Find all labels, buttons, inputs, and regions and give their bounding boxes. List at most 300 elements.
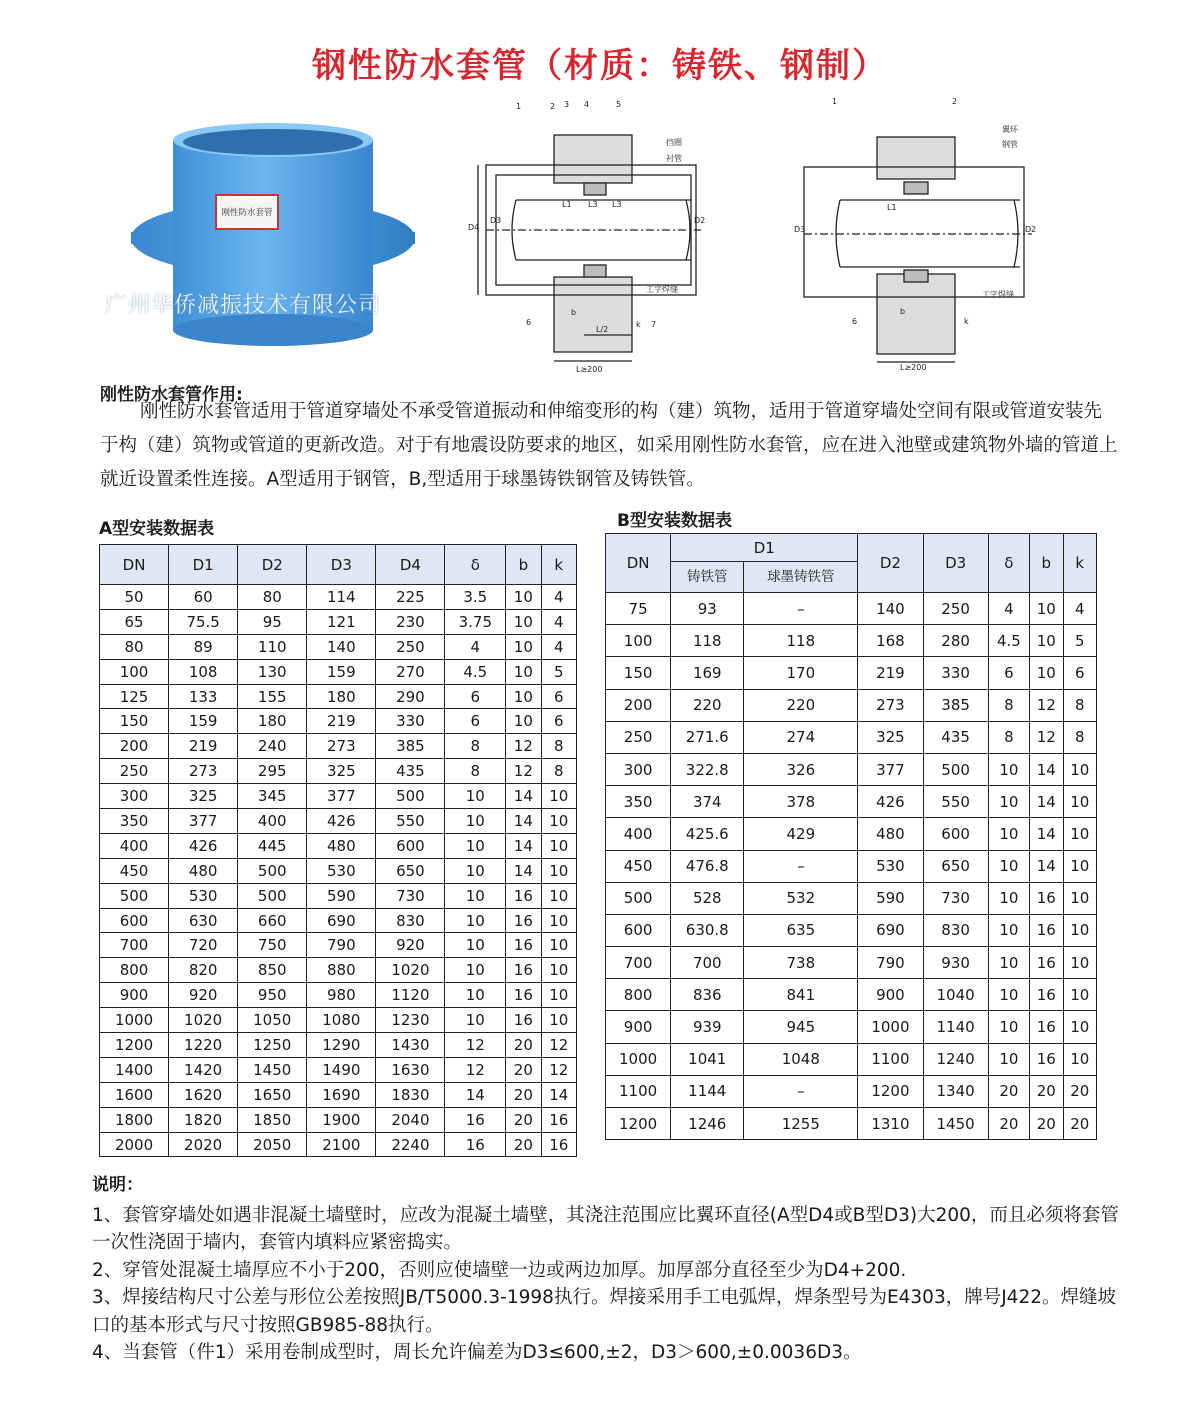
- table-cell: 1450: [923, 1108, 988, 1140]
- drawing-b-label: L≥200: [900, 363, 927, 372]
- table-cell: 20: [506, 1107, 541, 1132]
- drawing-a-label: L≥200: [576, 365, 603, 374]
- table-cell: 10: [445, 833, 506, 858]
- table-cell: 325: [307, 759, 376, 784]
- table-cell: 530: [169, 883, 238, 908]
- intro-text: 刚性防水套管适用于管道穿墙处不承受管道振动和伸缩变形的构（建）筑物，适用于管道穿墙处空间有限或管道安装先于构（建）筑物或管道的更新改造。对于有地震设防要求的地区，如采用刚性防水套管，应在进入池壁或建筑物外墙的管道上就近设置柔性连接。A型适用于钢管，B,型适用于球墨铸铁钢管及铸铁管。: [100, 401, 1118, 490]
- table-cell: 14: [506, 809, 541, 834]
- table-row: [100, 908, 577, 933]
- table-cell: 730: [376, 883, 445, 908]
- table-cell: 377: [169, 809, 238, 834]
- table-row: [100, 1057, 577, 1082]
- table-cell: 2000: [100, 1132, 169, 1157]
- table-cell: 550: [923, 786, 988, 818]
- table-cell: 8: [445, 759, 506, 784]
- table-cell: 1490: [307, 1057, 376, 1082]
- table-cell: 1820: [169, 1107, 238, 1132]
- table-cell: 480: [307, 833, 376, 858]
- table-cell: 836: [671, 979, 744, 1011]
- table-cell: 20: [1030, 1075, 1063, 1107]
- table-cell: 920: [169, 983, 238, 1008]
- table-cell: 12: [445, 1057, 506, 1082]
- table-cell: 10: [1063, 882, 1097, 914]
- table-cell: 720: [169, 933, 238, 958]
- table-cell: 10: [541, 833, 576, 858]
- table-cell: 80: [238, 585, 307, 610]
- drawing-a-label: 6: [526, 318, 532, 327]
- table-cell: 4: [541, 585, 576, 610]
- table-cell: 10: [1063, 979, 1097, 1011]
- table-row: [100, 883, 577, 908]
- table-cell: 820: [169, 958, 238, 983]
- table-cell: 630.8: [671, 914, 744, 946]
- table-cell: 1690: [307, 1082, 376, 1107]
- table-cell: 1220: [169, 1033, 238, 1058]
- table-cell: 14: [1030, 818, 1063, 850]
- table-cell: 280: [923, 625, 988, 657]
- table-cell: 6: [988, 657, 1029, 689]
- table-cell: 1100: [606, 1075, 671, 1107]
- table-row: [100, 1008, 577, 1033]
- table-cell: 1020: [376, 958, 445, 983]
- table-row: [100, 809, 577, 834]
- table-cell: 10: [1030, 593, 1063, 625]
- table-cell: 590: [858, 882, 923, 914]
- table-cell: 5: [541, 659, 576, 684]
- table-row: [606, 914, 1097, 946]
- table-cell: 290: [376, 684, 445, 709]
- table-cell: 900: [606, 1011, 671, 1043]
- table-cell: 377: [858, 753, 923, 785]
- table-cell: 10: [445, 983, 506, 1008]
- table-cell: 4: [988, 593, 1029, 625]
- table-cell: 2050: [238, 1132, 307, 1157]
- table-row: [606, 593, 1097, 625]
- table-cell: 530: [858, 850, 923, 882]
- table-row: [100, 1082, 577, 1107]
- table-cell: 219: [169, 734, 238, 759]
- table-cell: 16: [1030, 979, 1063, 1011]
- table-cell: 738: [744, 947, 858, 979]
- table-row: [100, 585, 577, 610]
- table-cell: 10: [988, 979, 1029, 1011]
- drawing-a-label: L3: [612, 200, 622, 209]
- table-cell: 20: [506, 1057, 541, 1082]
- table-row: [100, 784, 577, 809]
- drawing-b-label: 6: [852, 317, 858, 326]
- note-item: 2、穿管处混凝土墙厚应不小于200，否则应使墙壁一边或两边加厚。加厚部分直径至少为D4+200.: [92, 1259, 907, 1281]
- table-cell: 500: [100, 883, 169, 908]
- table-cell: 500: [238, 883, 307, 908]
- table-cell: 300: [606, 753, 671, 785]
- table-cell: 10: [445, 1008, 506, 1033]
- table-cell: 630: [169, 908, 238, 933]
- table-row: [606, 979, 1097, 1011]
- table-cell: 690: [307, 908, 376, 933]
- table-cell: 590: [307, 883, 376, 908]
- watermark: 广州华侨减振技术有限公司: [105, 293, 382, 318]
- table-cell: 200: [100, 734, 169, 759]
- table-row: [100, 609, 577, 634]
- table-cell: 12: [541, 1033, 576, 1058]
- table-cell: 12: [1030, 689, 1063, 721]
- table-cell: 429: [744, 818, 858, 850]
- table-cell: 4.5: [445, 659, 506, 684]
- table-cell: 700: [671, 947, 744, 979]
- table-cell: 80: [100, 634, 169, 659]
- drawing-a-callout: 4: [584, 100, 590, 109]
- table-a-header: D1: [169, 545, 238, 585]
- table-cell: 16: [1030, 1043, 1063, 1075]
- table-cell: 16: [506, 883, 541, 908]
- table-cell: 635: [744, 914, 858, 946]
- drawing-a-callout: 5: [616, 100, 622, 109]
- table-cell: 50: [100, 585, 169, 610]
- drawing-a-callout: 1: [516, 102, 522, 111]
- table-cell: 133: [169, 684, 238, 709]
- table-cell: 350: [100, 809, 169, 834]
- drawing-a-callout: 3: [564, 100, 570, 109]
- table-a-header: k: [541, 545, 576, 585]
- table-cell: 10: [506, 634, 541, 659]
- drawing-b-label: D3: [794, 225, 806, 234]
- drawing-b-label: 翼环: [1002, 125, 1018, 134]
- table-row: [606, 1043, 1097, 1075]
- table-cell: 12: [506, 759, 541, 784]
- table-cell: 1400: [100, 1057, 169, 1082]
- table-row: [100, 858, 577, 883]
- table-cell: 10: [541, 809, 576, 834]
- table-cell: 10: [445, 908, 506, 933]
- table-cell: 14: [506, 833, 541, 858]
- table-cell: 480: [169, 858, 238, 883]
- table-cell: 121: [307, 609, 376, 634]
- notes: [92, 1172, 1132, 1367]
- table-cell: 10: [1030, 657, 1063, 689]
- table-row: [606, 753, 1097, 785]
- table-cell: 12: [1030, 721, 1063, 753]
- table-cell: 10: [506, 609, 541, 634]
- table-cell: 500: [376, 784, 445, 809]
- table-cell: 10: [541, 883, 576, 908]
- table-cell: 150: [606, 657, 671, 689]
- table-cell: 14: [1030, 850, 1063, 882]
- table-row: [100, 833, 577, 858]
- table-cell: 530: [307, 858, 376, 883]
- drawing-a-label: 衬管: [666, 154, 682, 163]
- drawing-a-label: D3: [490, 216, 502, 225]
- table-cell: 945: [744, 1011, 858, 1043]
- table-cell: 950: [238, 983, 307, 1008]
- table-a-header: DN: [100, 545, 169, 585]
- table-cell: 10: [1063, 914, 1097, 946]
- table-cell: 10: [445, 784, 506, 809]
- table-cell: 140: [858, 593, 923, 625]
- table-cell: 426: [858, 786, 923, 818]
- table-cell: 110: [238, 634, 307, 659]
- table-cell: 2100: [307, 1132, 376, 1157]
- drawing-a-label: 工字焊缝: [646, 285, 678, 294]
- table-cell: 8: [1063, 721, 1097, 753]
- table-a-header: b: [506, 545, 541, 585]
- table-cell: 326: [744, 753, 858, 785]
- table-cell: 325: [858, 721, 923, 753]
- drawing-a-label: k: [636, 320, 641, 329]
- table-cell: 1200: [100, 1033, 169, 1058]
- table-cell: 435: [923, 721, 988, 753]
- table-cell: 270: [376, 659, 445, 684]
- table-cell: 1080: [307, 1008, 376, 1033]
- drawing-a-label: L3: [588, 200, 598, 209]
- table-cell: 750: [238, 933, 307, 958]
- table-cell: 1340: [923, 1075, 988, 1107]
- table-cell: 1830: [376, 1082, 445, 1107]
- drawing-a-label: b: [571, 308, 577, 317]
- table-cell: 10: [988, 850, 1029, 882]
- table-cell: 10: [988, 818, 1029, 850]
- table-b-subheader: 球墨铸铁管: [744, 562, 858, 593]
- table-cell: 445: [238, 833, 307, 858]
- table-cell: 2240: [376, 1132, 445, 1157]
- table-cell: 1240: [923, 1043, 988, 1075]
- table-cell: 1000: [100, 1008, 169, 1033]
- table-cell: 20: [1063, 1108, 1097, 1140]
- table-cell: 10: [1063, 1043, 1097, 1075]
- table-row: [100, 958, 577, 983]
- table-cell: 60: [169, 585, 238, 610]
- table-cell: 230: [376, 609, 445, 634]
- table-b-header: δ: [988, 534, 1029, 593]
- table-cell: 6: [445, 709, 506, 734]
- table-cell: 450: [606, 850, 671, 882]
- table-cell: 939: [671, 1011, 744, 1043]
- table-cell: 10: [988, 882, 1029, 914]
- table-cell: 8: [541, 734, 576, 759]
- drawing-b-label: 工字焊缝: [982, 290, 1014, 299]
- table-b: [605, 533, 1097, 1140]
- table-cell: 1050: [238, 1008, 307, 1033]
- table-cell: 930: [923, 947, 988, 979]
- table-cell: 10: [988, 947, 1029, 979]
- table-cell: 150: [100, 709, 169, 734]
- table-cell: 400: [238, 809, 307, 834]
- table-cell: 170: [744, 657, 858, 689]
- table-cell: 8: [1063, 689, 1097, 721]
- table-cell: 830: [376, 908, 445, 933]
- table-cell: 790: [858, 947, 923, 979]
- table-cell: 169: [671, 657, 744, 689]
- table-cell: 10: [506, 585, 541, 610]
- table-cell: 10: [541, 983, 576, 1008]
- table-cell: 155: [238, 684, 307, 709]
- table-cell: 10: [541, 933, 576, 958]
- table-cell: 1620: [169, 1082, 238, 1107]
- table-cell: 1246: [671, 1108, 744, 1140]
- table-cell: 16: [506, 908, 541, 933]
- table-row: [100, 1033, 577, 1058]
- table-cell: 1120: [376, 983, 445, 1008]
- table-cell: 10: [1030, 625, 1063, 657]
- table-cell: 500: [238, 858, 307, 883]
- table-cell: 4.5: [988, 625, 1029, 657]
- table-cell: 14: [506, 784, 541, 809]
- table-cell: 330: [376, 709, 445, 734]
- drawing-a-label: D2: [694, 216, 706, 225]
- table-cell: 10: [1063, 753, 1097, 785]
- table-cell: 3.75: [445, 609, 506, 634]
- table-cell: 89: [169, 634, 238, 659]
- table-row: [100, 659, 577, 684]
- table-cell: 1650: [238, 1082, 307, 1107]
- table-cell: 20: [506, 1082, 541, 1107]
- table-row: [606, 1108, 1097, 1140]
- table-cell: 920: [376, 933, 445, 958]
- table-cell: 1000: [858, 1011, 923, 1043]
- table-a-header: D3: [307, 545, 376, 585]
- table-cell: 10: [445, 883, 506, 908]
- table-cell: 250: [923, 593, 988, 625]
- table-cell: 6: [1063, 657, 1097, 689]
- table-row: [606, 689, 1097, 721]
- table-cell: 271.6: [671, 721, 744, 753]
- table-b-header: D3: [923, 534, 988, 593]
- table-cell: 10: [506, 684, 541, 709]
- note-item: 4、当套管（件1）采用卷制成型时，周长允许偏差为D3≤600,±2，D3＞600,±0.0036D3。: [92, 1342, 862, 1363]
- table-cell: 20: [988, 1075, 1029, 1107]
- table-cell: 10: [1063, 850, 1097, 882]
- intro-heading: 刚性防水套管作用:: [100, 385, 243, 405]
- table-cell: 140: [307, 634, 376, 659]
- drawing-b-label: 钢管: [1002, 140, 1018, 149]
- table-cell: 8: [988, 721, 1029, 753]
- table-cell: 3.5: [445, 585, 506, 610]
- table-cell: 300: [100, 784, 169, 809]
- drawing-a-label: L/2: [596, 325, 609, 334]
- table-cell: 400: [606, 818, 671, 850]
- table-cell: 730: [923, 882, 988, 914]
- table-cell: 180: [307, 684, 376, 709]
- table-cell: 1430: [376, 1033, 445, 1058]
- drawing-b-label: b: [900, 307, 906, 316]
- table-cell: 532: [744, 882, 858, 914]
- table-cell: 159: [307, 659, 376, 684]
- drawing-b-label: k: [964, 317, 969, 326]
- table-b-header: D1: [671, 534, 858, 562]
- table-cell: 93: [671, 593, 744, 625]
- table-cell: 1230: [376, 1008, 445, 1033]
- table-cell: 425.6: [671, 818, 744, 850]
- table-row: [606, 882, 1097, 914]
- table-cell: 125: [100, 684, 169, 709]
- table-cell: 108: [169, 659, 238, 684]
- table-cell: 14: [445, 1082, 506, 1107]
- table-cell: 900: [100, 983, 169, 1008]
- table-cell: 2020: [169, 1132, 238, 1157]
- table-cell: 6: [445, 684, 506, 709]
- drawing-a-label: 挡圈: [666, 138, 682, 147]
- table-cell: 1140: [923, 1011, 988, 1043]
- table-cell: 400: [100, 833, 169, 858]
- table-cell: 10: [1063, 947, 1097, 979]
- table-cell: 322.8: [671, 753, 744, 785]
- table-cell: 250: [100, 759, 169, 784]
- table-row: [100, 734, 577, 759]
- table-cell: 295: [238, 759, 307, 784]
- table-cell: 1255: [744, 1108, 858, 1140]
- drawing-a-label: D4: [468, 223, 480, 232]
- table-cell: 16: [506, 958, 541, 983]
- table-cell: 16: [445, 1107, 506, 1132]
- notes-heading: 说明：: [92, 1175, 143, 1195]
- table-cell: 378: [744, 786, 858, 818]
- table-cell: 12: [506, 734, 541, 759]
- table-cell: 8: [541, 759, 576, 784]
- table-b-header: DN: [606, 534, 671, 593]
- table-cell: 10: [1063, 786, 1097, 818]
- drawing-b-label: D2: [1025, 225, 1037, 234]
- table-cell: 2040: [376, 1107, 445, 1132]
- table-cell: 1040: [923, 979, 988, 1011]
- table-b-header: b: [1030, 534, 1063, 593]
- table-cell: 841: [744, 979, 858, 1011]
- table-cell: 10: [445, 933, 506, 958]
- table-row: [100, 983, 577, 1008]
- table-cell: 100: [100, 659, 169, 684]
- table-cell: 650: [923, 850, 988, 882]
- table-cell: 274: [744, 721, 858, 753]
- note-item: 3、焊接结构尺寸公差与形位公差按照JB/T5000.3-1998执行。焊接采用手工电弧焊，焊条型号为E4303，牌号J422。焊缝坡口的基本形式与尺寸按照GB985-88执行。: [92, 1287, 1116, 1336]
- table-cell: 10: [506, 709, 541, 734]
- table-a-title: A型安装数据表: [99, 519, 215, 539]
- note-item: 1、套管穿墙处如遇非混凝土墙壁时，应改为混凝土墙壁，其浇注范围应比翼环直径(A型D4或B型D3)大200，而且必须将套管一次性浇固于墙内，套管内填料应紧密捣实。: [92, 1204, 1119, 1253]
- table-b-header: k: [1063, 534, 1097, 593]
- table-cell: 4: [541, 609, 576, 634]
- table-cell: 650: [376, 858, 445, 883]
- table-cell: 12: [445, 1033, 506, 1058]
- table-cell: 100: [606, 625, 671, 657]
- table-cell: 114: [307, 585, 376, 610]
- table-cell: 75: [606, 593, 671, 625]
- table-cell: 1250: [238, 1033, 307, 1058]
- table-cell: 1450: [238, 1057, 307, 1082]
- table-cell: 1310: [858, 1108, 923, 1140]
- table-cell: 16: [445, 1132, 506, 1157]
- table-row: [100, 1132, 577, 1157]
- table-cell: 10: [988, 753, 1029, 785]
- table-cell: 20: [1030, 1108, 1063, 1140]
- table-cell: 220: [671, 689, 744, 721]
- table-a-header: D4: [376, 545, 445, 585]
- table-cell: 1900: [307, 1107, 376, 1132]
- table-cell: 16: [1030, 914, 1063, 946]
- table-cell: 435: [376, 759, 445, 784]
- table-cell: 10: [988, 1011, 1029, 1043]
- table-cell: 16: [1030, 882, 1063, 914]
- table-cell: 95: [238, 609, 307, 634]
- table-cell: 426: [307, 809, 376, 834]
- table-cell: 12: [541, 1057, 576, 1082]
- table-cell: –: [744, 850, 858, 882]
- table-cell: 1630: [376, 1057, 445, 1082]
- table-cell: –: [744, 593, 858, 625]
- table-cell: 550: [376, 809, 445, 834]
- table-cell: 118: [744, 625, 858, 657]
- table-cell: 16: [506, 933, 541, 958]
- table-a-header: δ: [445, 545, 506, 585]
- table-cell: 850: [238, 958, 307, 983]
- table-cell: 1020: [169, 1008, 238, 1033]
- table-cell: 1600: [100, 1082, 169, 1107]
